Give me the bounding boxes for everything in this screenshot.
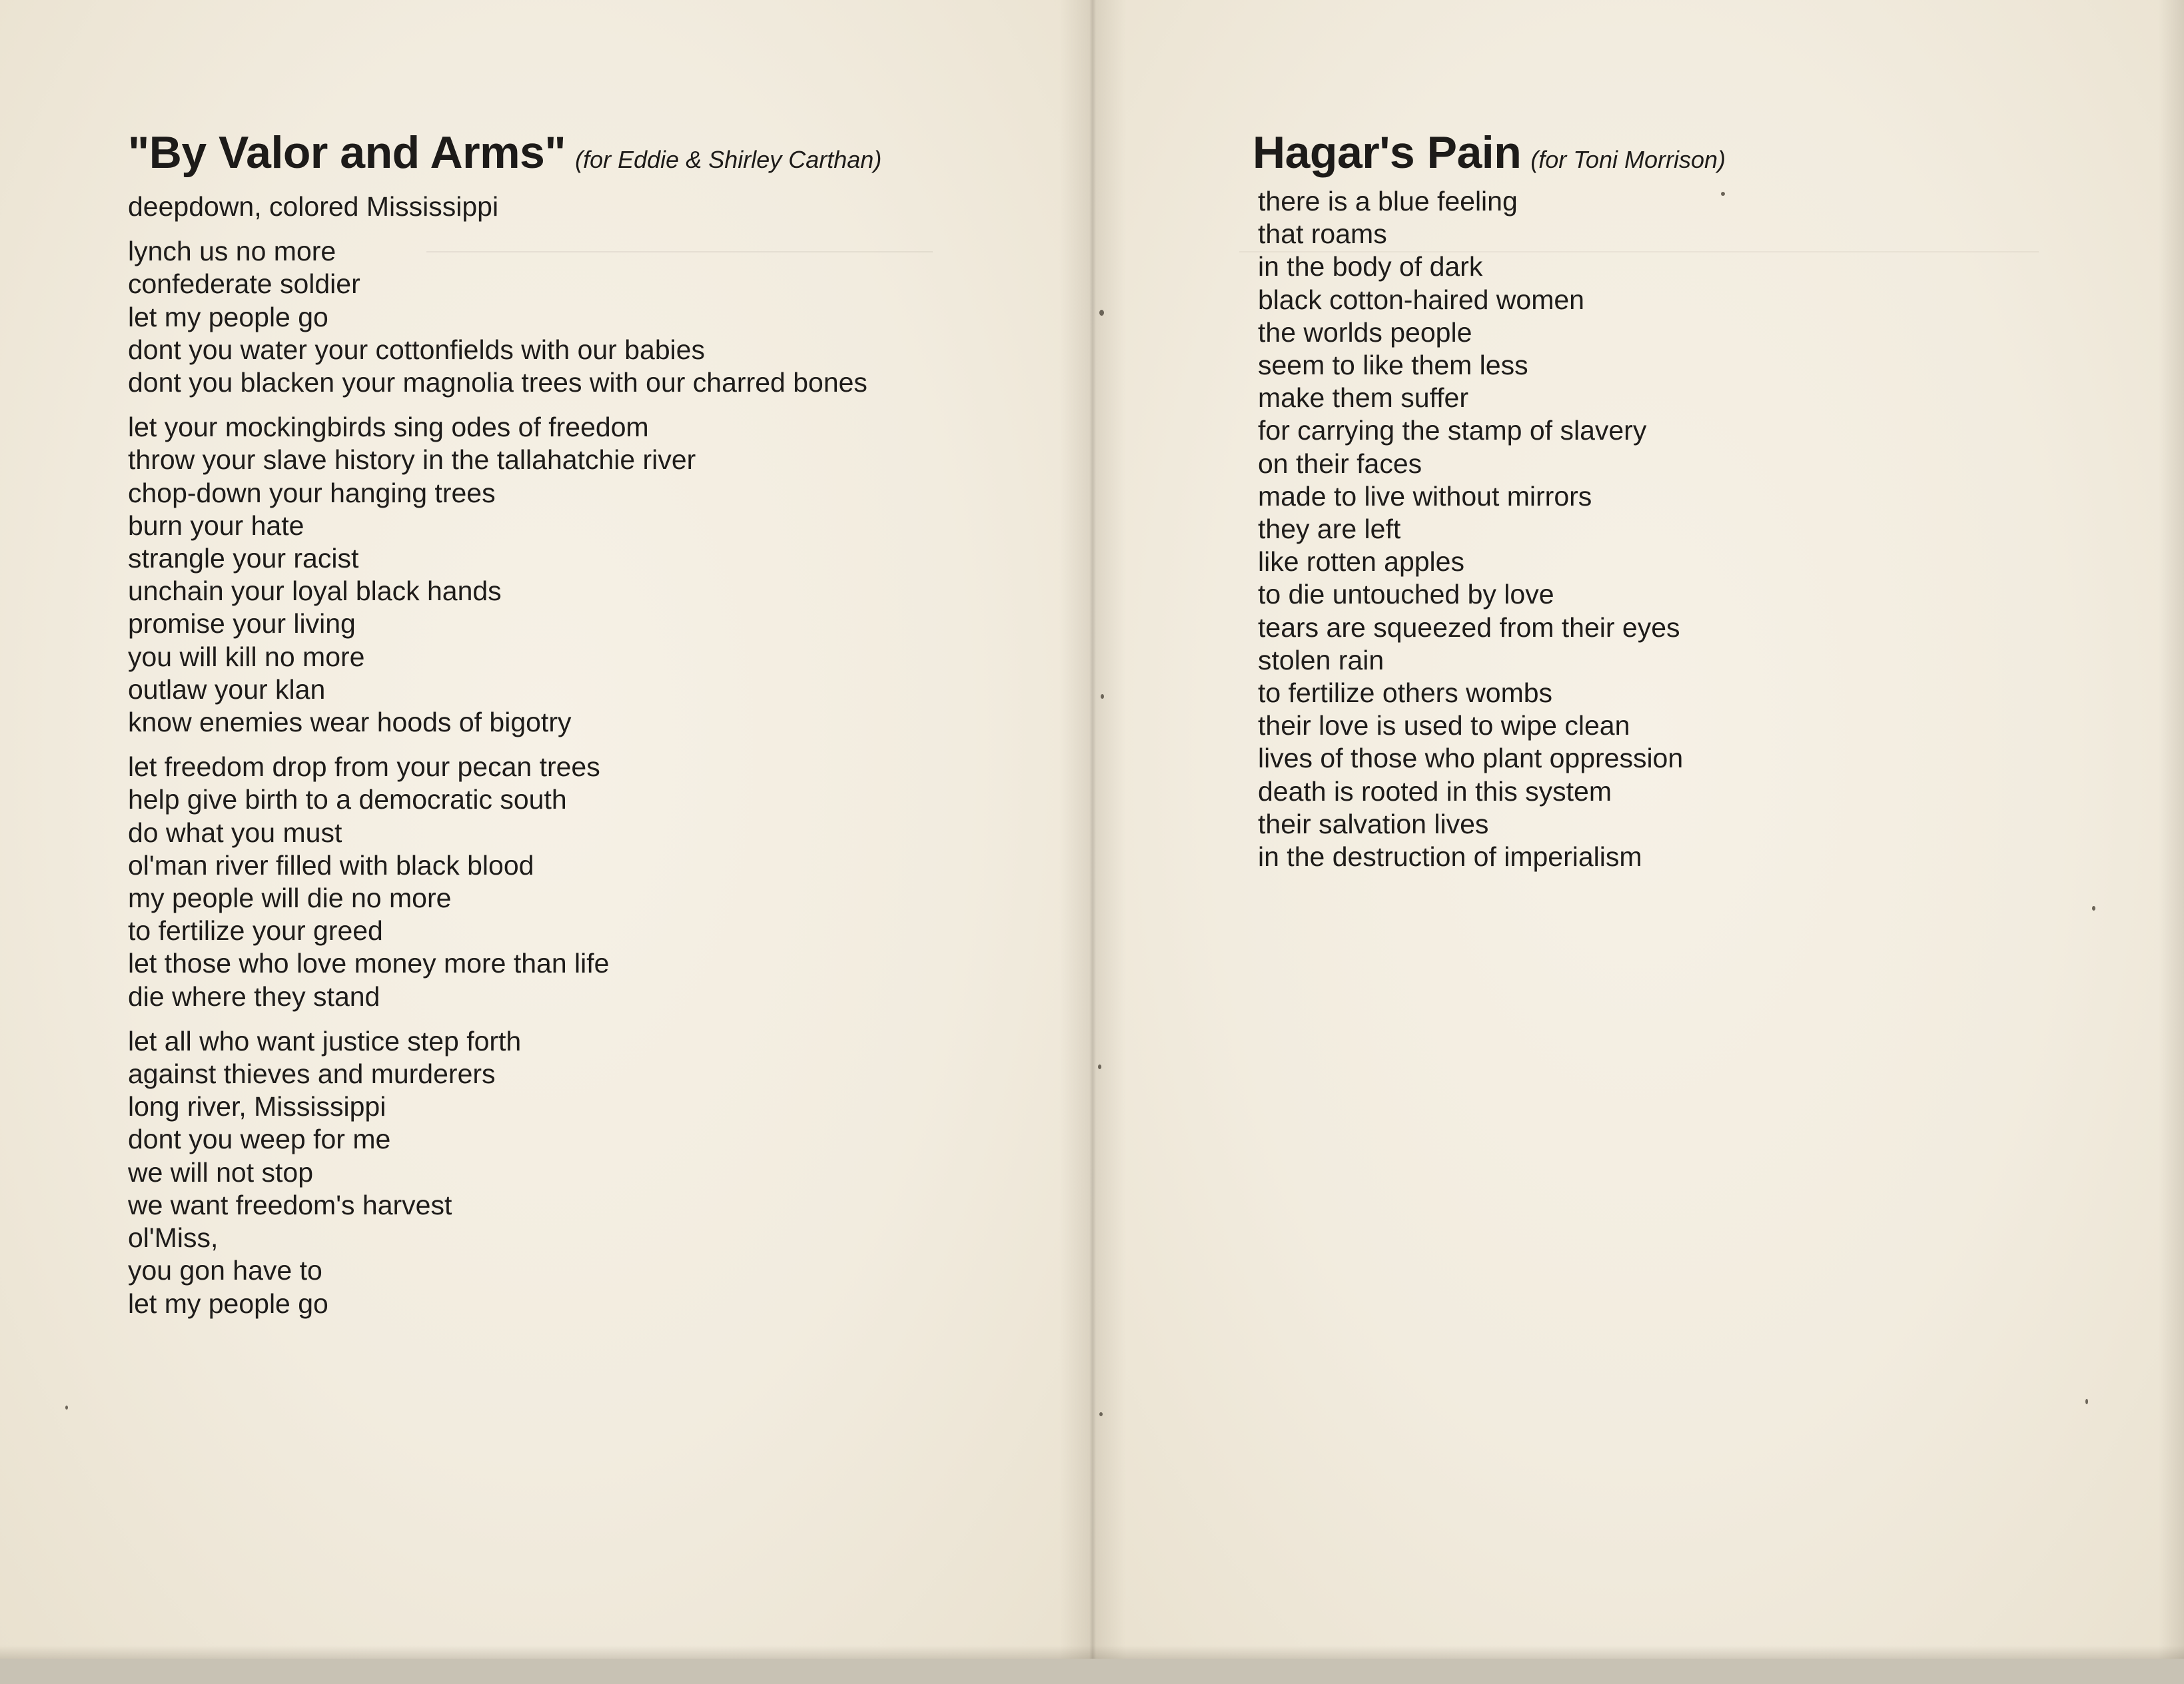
stanza <box>128 751 881 1013</box>
poem-line: strangle your racist <box>128 543 359 574</box>
poem-line: to fertilize your greed <box>128 915 383 947</box>
poem-line: let all who want justice step forth <box>128 1025 522 1056</box>
poem-line: confederate soldier <box>128 268 360 300</box>
stanza-gap <box>128 1013 881 1025</box>
poem-line: stolen rain <box>1258 644 1384 675</box>
poem-line: chop-down your hanging trees <box>128 477 496 508</box>
poem-line: in the destruction of imperialism <box>1258 841 1642 873</box>
poem-line: we will not stop <box>128 1156 314 1188</box>
poem-dedication: (for Eddie & Shirley Carthan) <box>575 146 882 173</box>
poem-body <box>1253 185 1726 873</box>
poem-hagars-pain <box>1253 127 1726 873</box>
poem-line: the worlds people <box>1258 316 1472 348</box>
poem-line: dont you weep for me <box>128 1124 391 1155</box>
poem-line: to fertilize others wombs <box>1258 677 1553 709</box>
poem-by-valor-and-arms <box>128 127 881 1320</box>
poem-line: know enemies wear hoods of bigotry <box>128 707 572 738</box>
poem-line: against thieves and murderers <box>128 1058 496 1090</box>
poem-line: let my people go <box>128 1288 328 1319</box>
paper-speck <box>2092 906 2095 911</box>
poem-line: we want freedom's harvest <box>128 1189 452 1220</box>
poem-line: lynch us no more <box>128 236 336 267</box>
scan-background <box>0 1659 2184 1684</box>
poem-line: throw your slave history in the tallahatchie river <box>128 444 696 476</box>
page-bottom-shadow <box>0 1645 2184 1659</box>
paper-speck <box>2085 1399 2088 1404</box>
poem-line: do what you must <box>128 817 342 848</box>
poem-line: to die untouched by love <box>1258 579 1554 610</box>
paper-speck <box>1101 694 1104 699</box>
poem-line: black cotton-haired women <box>1258 284 1584 315</box>
poem-line: outlaw your klan <box>128 673 326 705</box>
poem-title: "By Valor and Arms" <box>128 127 566 178</box>
stanza <box>128 1025 881 1320</box>
paper-speck <box>1098 1064 1101 1069</box>
poem-line: help give birth to a democratic south <box>128 784 567 815</box>
poem-title-row <box>128 127 881 179</box>
poem-line: like rotten apples <box>1258 546 1464 578</box>
poem-line: their love is used to wipe clean <box>1258 710 1630 741</box>
poem-line: unchain your loyal black hands <box>128 576 502 607</box>
stanza <box>128 191 881 223</box>
poem-title-row <box>1253 127 1726 179</box>
poem-line: long river, Mississippi <box>128 1091 386 1122</box>
poem-line: ol'Miss, <box>128 1222 219 1254</box>
poem-line: lives of those who plant oppression <box>1258 743 1684 774</box>
poem-line: my people will die no more <box>128 883 452 914</box>
poem-line: let my people go <box>128 301 328 332</box>
poem-line: let your mockingbirds sing odes of freedom <box>128 412 649 443</box>
book-gutter <box>1059 0 1126 1659</box>
poem-line: tears are squeezed from their eyes <box>1258 612 1680 643</box>
poem-line: promise your living <box>128 608 356 639</box>
poem-line: ol'man river filled with black blood <box>128 849 534 881</box>
poem-line: burn your hate <box>128 510 304 541</box>
stanza <box>128 235 881 399</box>
poem-dedication: (for Toni Morrison) <box>1530 146 1726 173</box>
poem-line: dont you blacken your magnolia trees with our charred bones <box>128 367 867 398</box>
poem-body <box>128 191 881 1320</box>
stanza-gap <box>128 399 881 411</box>
poem-line: die where they stand <box>128 981 380 1012</box>
poem-line: let those who love money more than life <box>128 948 610 979</box>
poem-line: you gon have to <box>128 1255 322 1286</box>
poem-title: Hagar's Pain <box>1253 127 1522 178</box>
poem-line: make them suffer <box>1258 382 1468 414</box>
stanza-gap <box>128 223 881 235</box>
poem-line: their salvation lives <box>1258 808 1489 839</box>
poem-line: for carrying the stamp of slavery <box>1258 415 1647 446</box>
poem-line: death is rooted in this system <box>1258 775 1612 807</box>
page-edge-shadow <box>2159 0 2184 1659</box>
stanza-gap <box>128 739 881 751</box>
poem-line: dont you water your cottonfields with our babies <box>128 334 706 365</box>
paper-speck <box>65 1406 68 1410</box>
poem-line: let freedom drop from your pecan trees <box>128 751 600 783</box>
poem-line: you will kill no more <box>128 641 365 672</box>
stanza <box>128 411 881 739</box>
poem-line: there is a blue feeling <box>1258 186 1518 216</box>
poem-line: in the body of dark <box>1258 251 1483 282</box>
poem-line: made to live without mirrors <box>1258 480 1592 512</box>
poem-line: that roams <box>1258 218 1387 250</box>
poem-line: on their faces <box>1258 448 1422 479</box>
paper-speck <box>1099 310 1104 316</box>
poem-line: seem to like them less <box>1258 350 1528 381</box>
poem-line: they are left <box>1258 514 1401 545</box>
poem-line: deepdown, colored Mississippi <box>128 191 499 222</box>
paper-speck <box>1099 1412 1103 1416</box>
